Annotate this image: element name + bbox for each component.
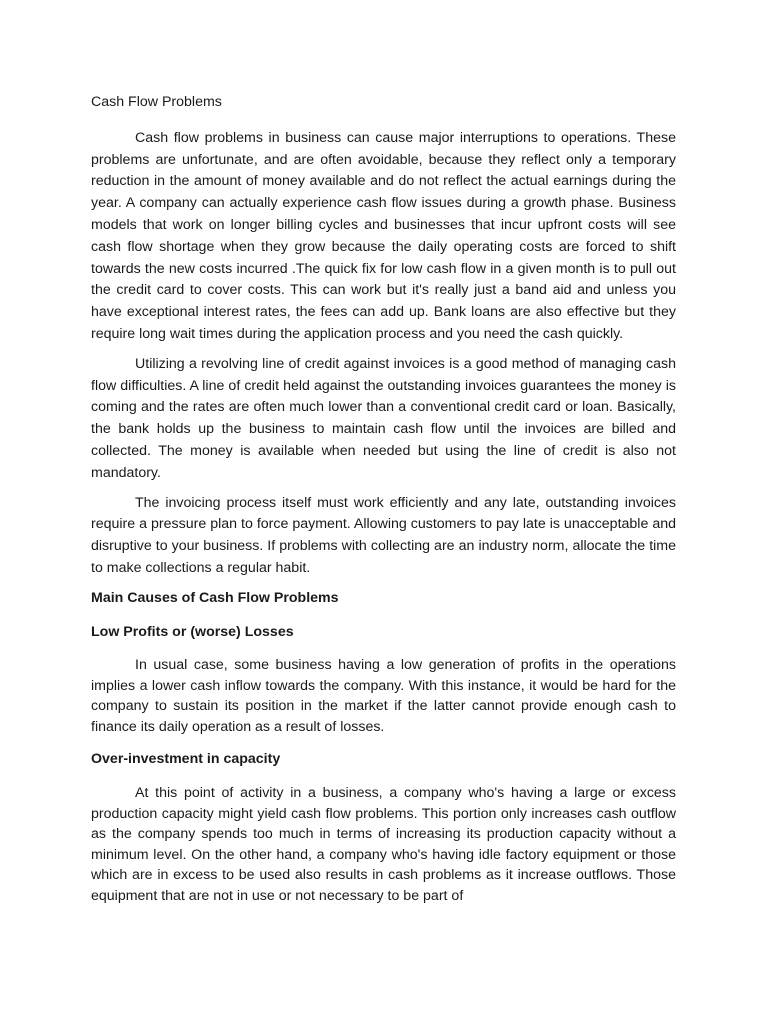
document-title: Cash Flow Problems: [91, 94, 222, 110]
intro-paragraph-2: Utilizing a revolving line of credit against invoices is a good method of managing cash flow difficulties. A line of credit held against the outstanding invoices guarantees the money is coming and the rates are often much lower than a conventional credit card or loan. Basically, the bank holds up the business to maintain cash flow until the invoices are billed and collected. The money is available when needed but using the line of credit is also not mandatory.: [91, 355, 676, 481]
intro-paragraph-3: The invoicing process itself must work efficiently and any late, outstanding invoices require a pressure plan to force payment. Allowing customers to pay late is unacceptable and disruptive to your business. If problems with collecting are an industry norm, allocate the time to make collections a regular habit.: [91, 494, 676, 576]
low-profits-heading: Low Profits or (worse) Losses: [91, 623, 294, 640]
main-causes-heading: Main Causes of Cash Flow Problems: [91, 589, 339, 606]
overinvestment-heading: Over-investment in capacity: [91, 751, 281, 768]
low-profits-paragraph: In usual case, some business having a low generation of profits in the operations implies a lower cash inflow towards the company. With this instance, it would be hard for the company to sustain its position in the market if the latter cannot provide enough cash to finance its daily operation as a result of losses.: [91, 657, 676, 735]
document-page: [91, 92, 676, 914]
intro-paragraph-1: Cash flow problems in business can cause major interruptions to operations. These problems are unfortunate, and are often avoidable, because they reflect only a temporary reduction in the amount of money available and do not reflect the actual earnings during the year. A company can actually experience cash flow issues during a growth phase. Business models that work on longer billing cycles and businesses that incur upfront costs will see cash flow shortage when they grow because the daily operating costs are forced to shift towards the new costs incurred .The quick fix for low cash flow in a given month is to pull out the credit card to cover costs. This can work but it's really just a band aid and unless you have exceptional interest rates, the fees can add up. Bank loans are also effective but they require long wait times during the application process and you need the cash quickly.: [91, 129, 676, 342]
overinvestment-paragraph: At this point of activity in a business, a company who's having a large or excess production capacity might yield cash flow problems. This portion only increases cash outflow as the company spends too much in terms of increasing its production capacity without a minimum level. On the other hand, a company who's having idle factory equipment or those which are in excess to be used also results in cash problems as it increase outflows. Those equipment that are not in use or not necessary to be part of: [91, 785, 676, 904]
